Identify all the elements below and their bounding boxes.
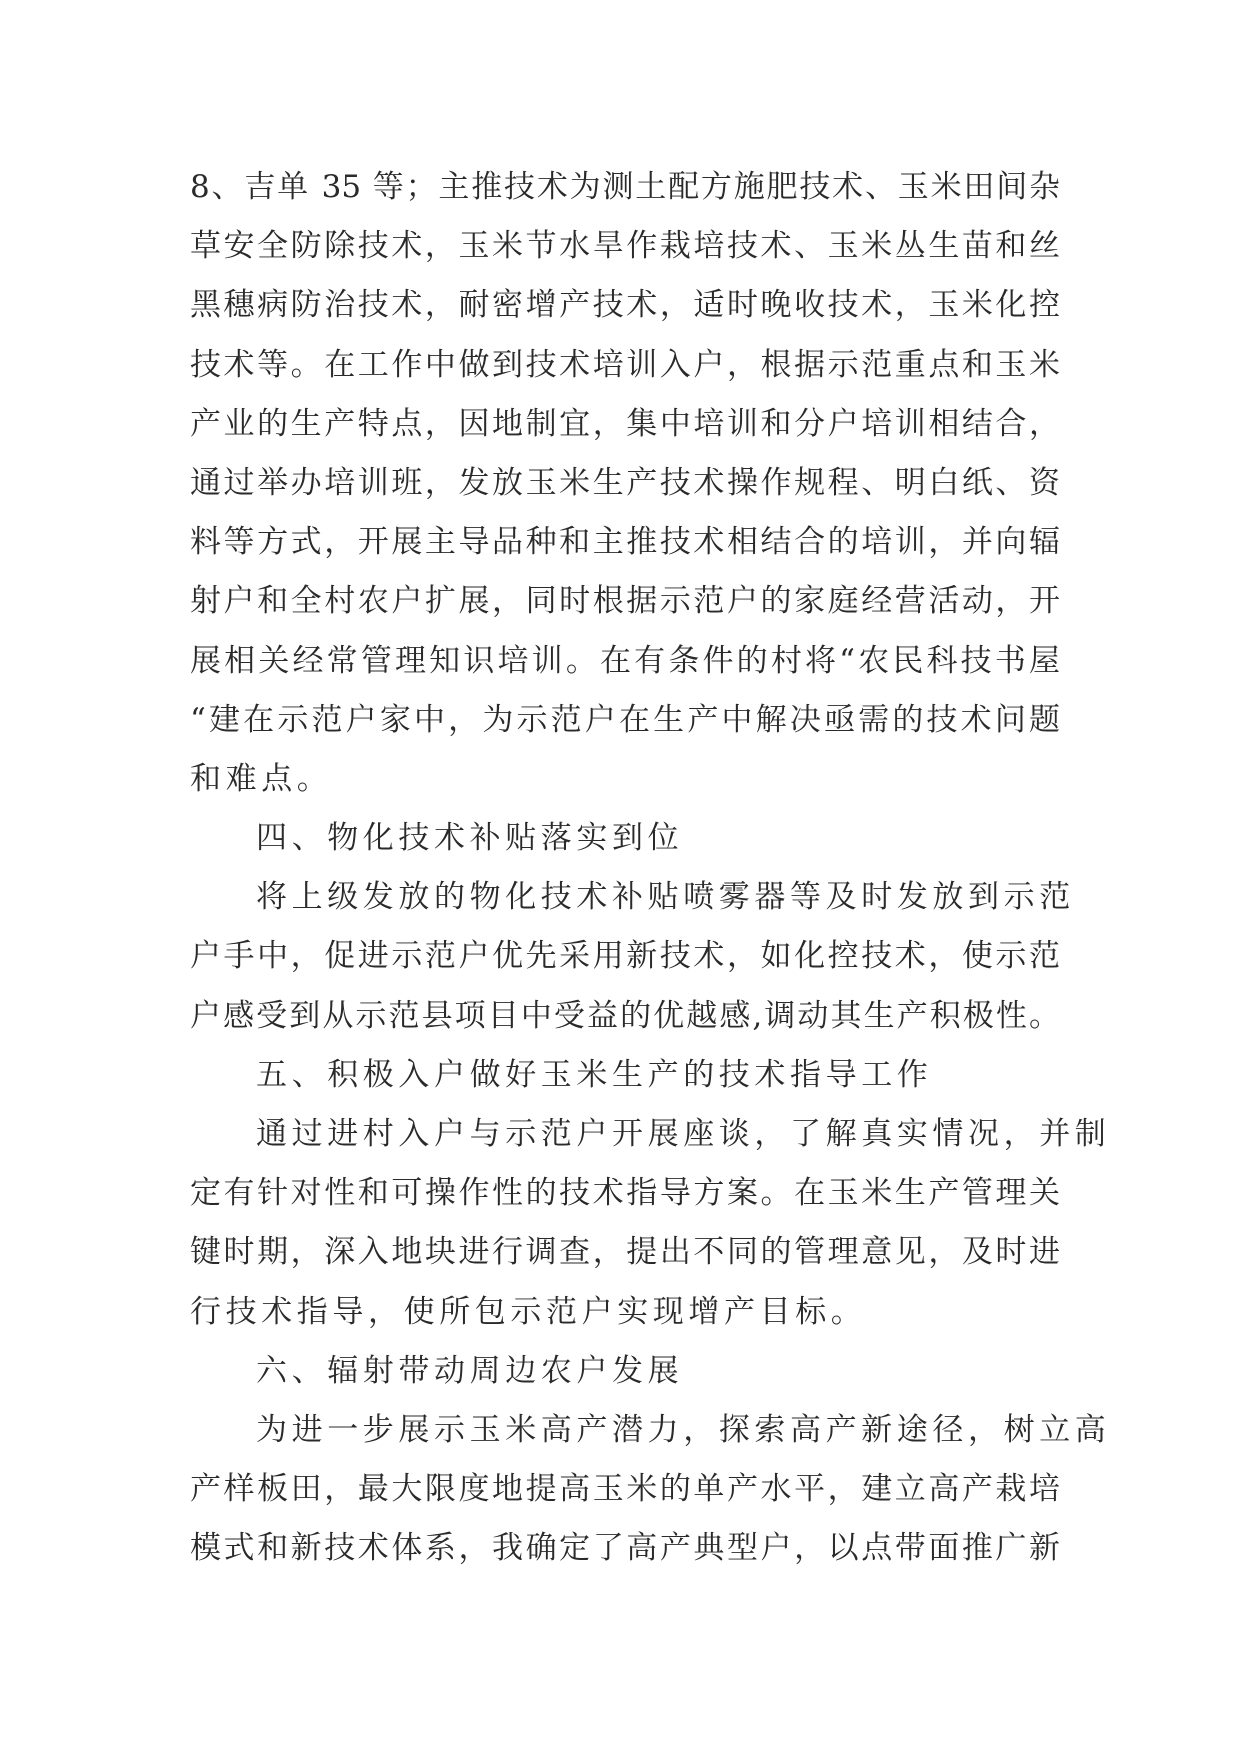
text-line: 产业的生产特点，因地制宜，集中培训和分户培训相结合， bbox=[190, 405, 1060, 442]
section-heading: 四、物化技术补贴落实到位 bbox=[256, 820, 684, 857]
paragraph-start-line: 为进一步展示玉米高产潜力，探索高产新途径，树立高 bbox=[256, 1411, 1111, 1448]
paragraph-start-line: 通过进村入户与示范户开展座谈，了解真实情况，并制 bbox=[256, 1116, 1111, 1152]
text-line: 草安全防除技术，玉米节水旱作栽培技术、玉米丛生苗和丝 bbox=[190, 228, 1060, 265]
text-line: 黑穗病防治技术，耐密增产技术，适时晚收技术，玉米化控 bbox=[190, 287, 1060, 324]
text-line: 技术等。在工作中做到技术培训入户，根据示范重点和玉米 bbox=[190, 346, 1060, 383]
text-line: 展相关经常管理知识培训。在有条件的村将“农民科技书屋 bbox=[190, 642, 1060, 679]
text-line: 户感受到从示范县项目中受益的优越感,调动其生产积极性。 bbox=[190, 997, 1060, 1034]
text-line: 和难点。 bbox=[190, 760, 333, 797]
text-line: 定有针对性和可操作性的技术指导方案。在玉米生产管理关 bbox=[190, 1175, 1060, 1212]
text-line: 产样板田，最大限度地提高玉米的单产水平，建立高产栽培 bbox=[190, 1471, 1060, 1508]
text-line: 户手中，促进示范户优先采用新技术，如化控技术，使示范 bbox=[190, 938, 1060, 975]
paragraph-start-line: 将上级发放的物化技术补贴喷雾器等及时发放到示范 bbox=[256, 879, 1075, 916]
section-heading: 六、辐射带动周边农户发展 bbox=[256, 1352, 684, 1389]
text-line: 料等方式，开展主导品种和主推技术相结合的培训，并向辐 bbox=[190, 524, 1060, 561]
text-line: 键时期，深入地块进行调查，提出不同的管理意见，及时进 bbox=[190, 1234, 1060, 1271]
text-line: 8、吉单 35 等；主推技术为测土配方施肥技术、玉米田间杂 bbox=[190, 169, 1060, 205]
text-line: “建在示范户家中，为示范户在生产中解决亟需的技术问题 bbox=[190, 701, 1060, 738]
section-heading: 五、积极入户做好玉米生产的技术指导工作 bbox=[256, 1056, 933, 1093]
text-line: 射户和全村农户扩展，同时根据示范户的家庭经营活动，开 bbox=[190, 583, 1060, 620]
text-line: 通过举办培训班，发放玉米生产技术操作规程、明白纸、资 bbox=[190, 464, 1060, 501]
text-line: 行技术指导，使所包示范户实现增产目标。 bbox=[190, 1293, 867, 1330]
document-body bbox=[190, 158, 1111, 1579]
text-line: 模式和新技术体系，我确定了高产典型户，以点带面推广新 bbox=[190, 1530, 1060, 1567]
